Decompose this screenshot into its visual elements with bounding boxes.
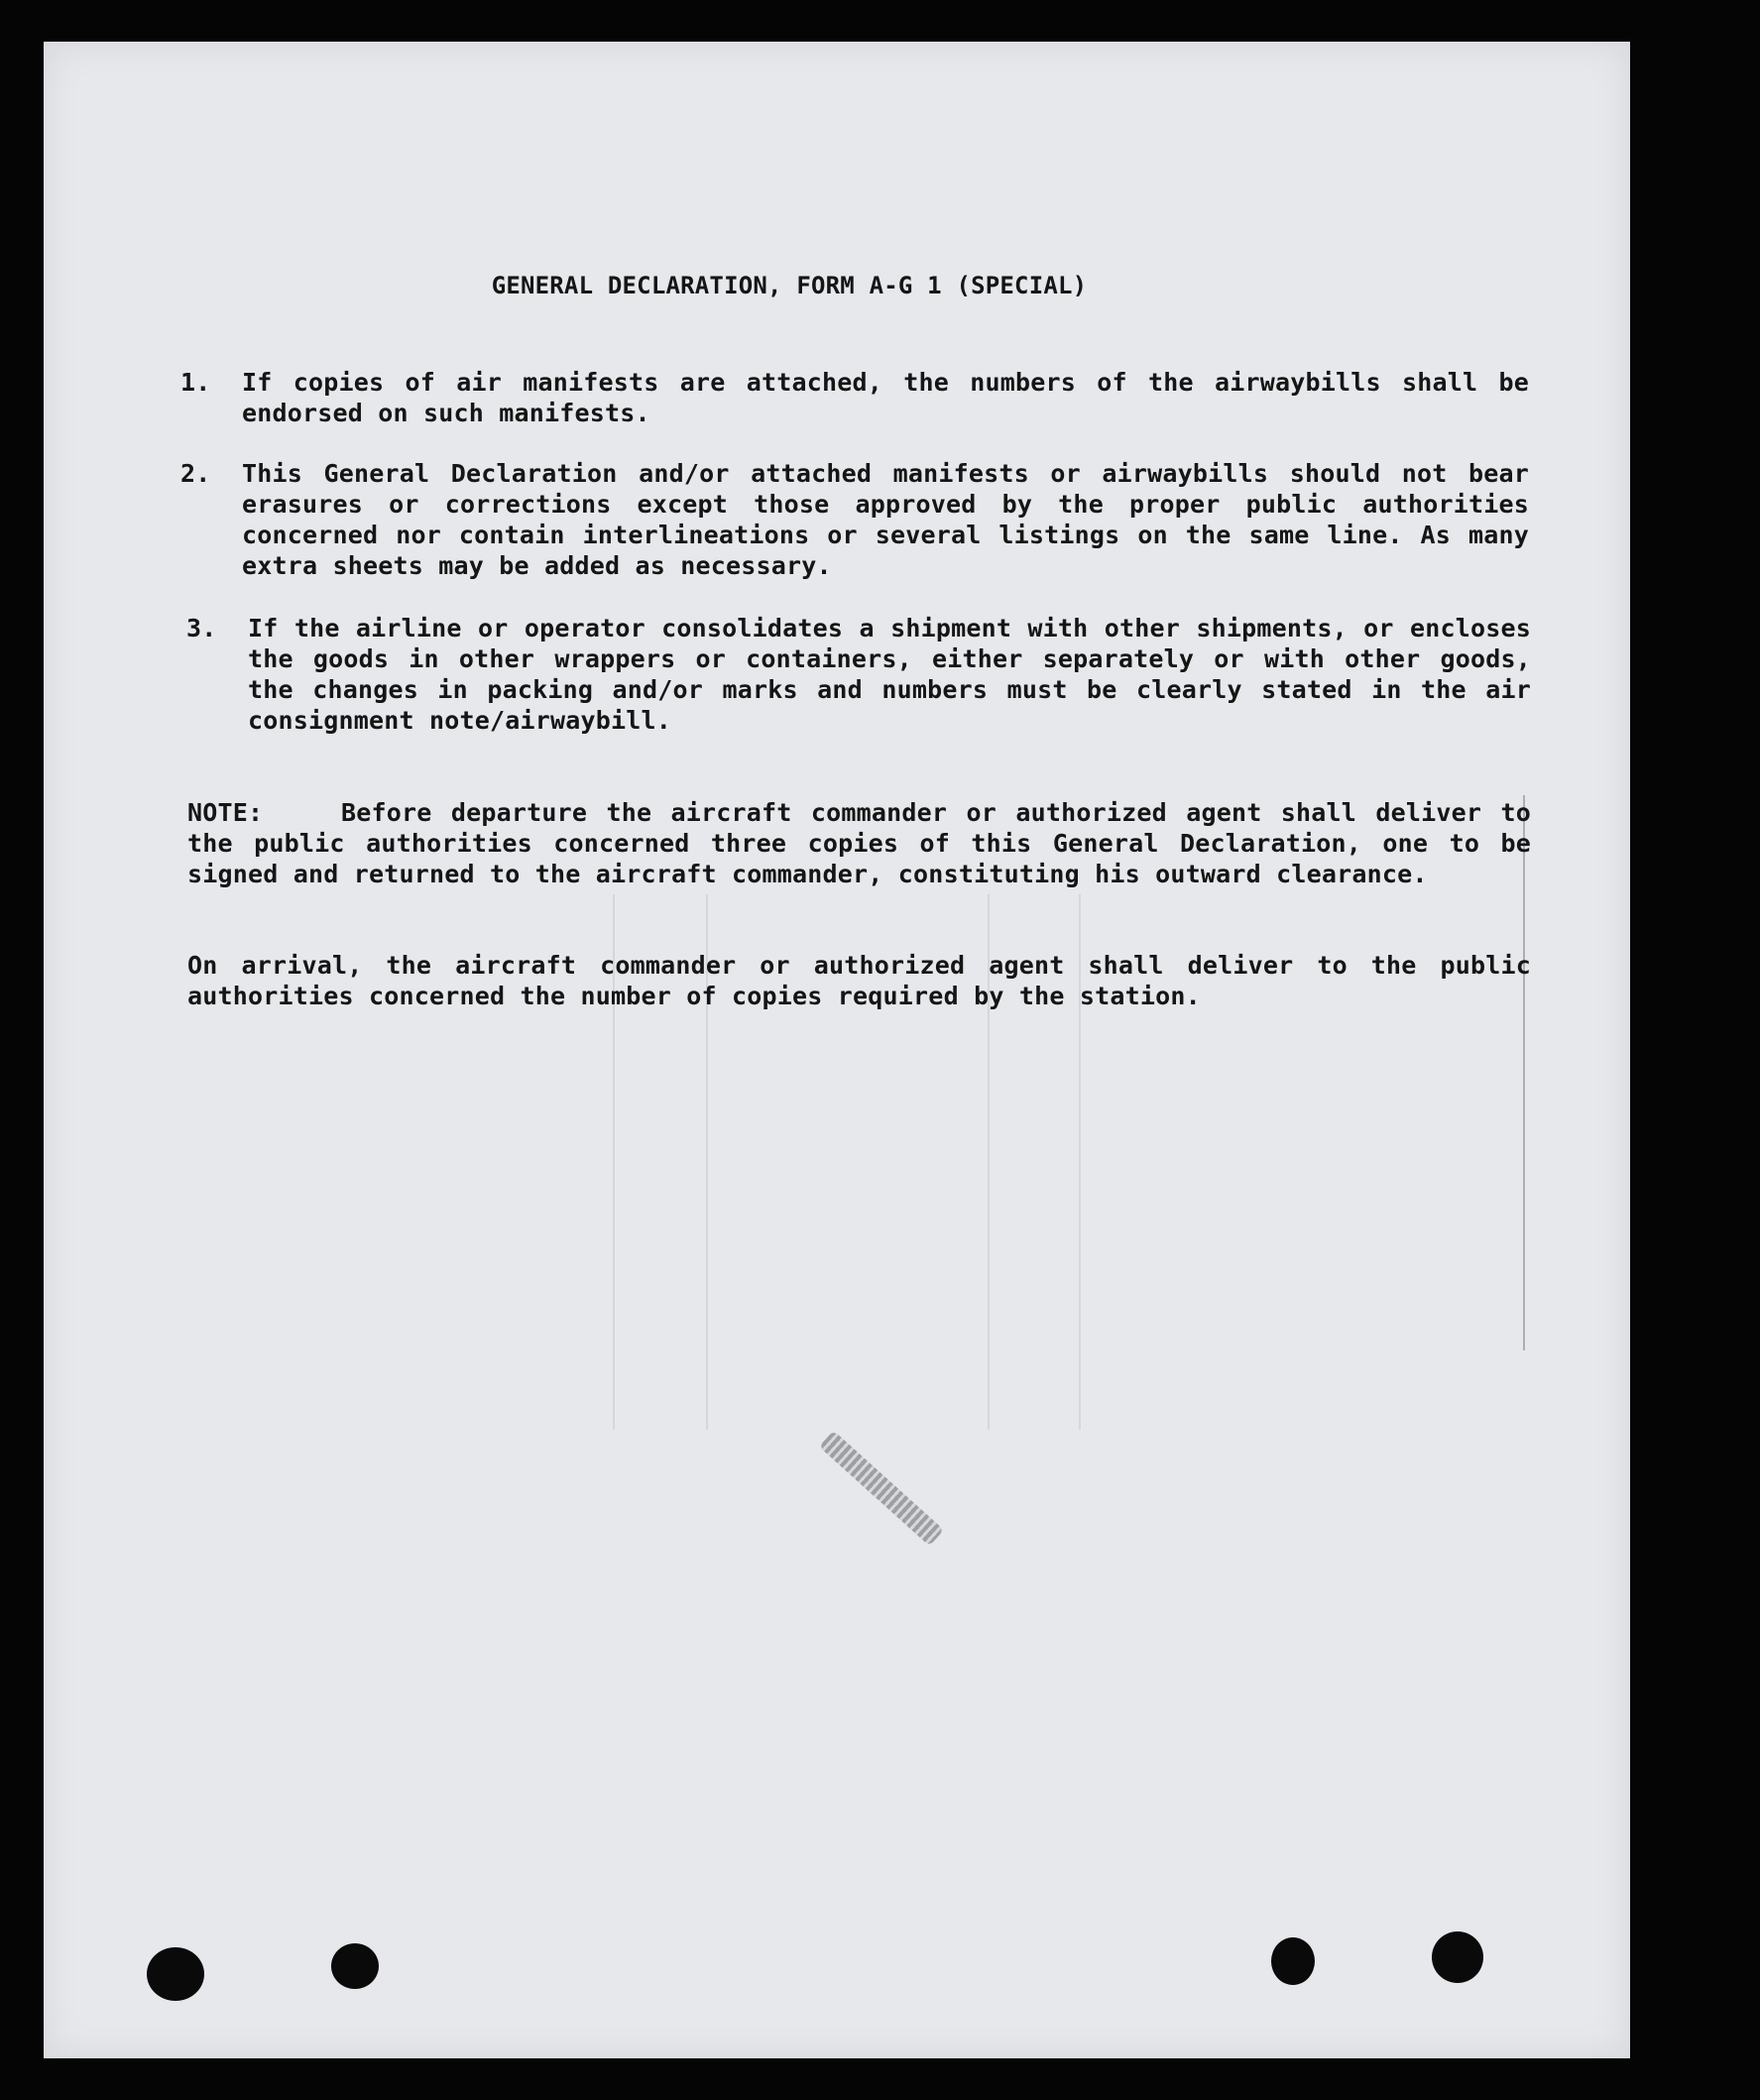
item-number: 3. xyxy=(186,614,217,642)
punch-hole-4 xyxy=(1432,1931,1483,1983)
note-label: NOTE: xyxy=(187,798,264,827)
document-title: GENERAL DECLARATION, FORM A-G 1 (SPECIAL) xyxy=(491,272,1088,299)
punch-hole-1 xyxy=(147,1947,204,2001)
punch-hole-3 xyxy=(1271,1937,1315,1985)
item-text: This General Declaration and/or attached manifests or airwaybills should not bear erasures or corrections except those approved by the proper public authorities concerned nor contain interlineations or several listings on the same line. As many extra sheets may be added as necessary. xyxy=(242,459,1529,580)
arrival-paragraph xyxy=(187,950,1531,1011)
bleed-through-lines xyxy=(44,42,1630,2058)
item-number: 1. xyxy=(180,368,211,397)
item-number: 2. xyxy=(180,459,211,488)
item-text: If the airline or operator consolidates a shipment with other shipments, or encloses the goods in other wrappers or containers, either separately or with other goods, the changes in packing and/or marks and numbers must be clearly stated in the air consignment note/airwaybill. xyxy=(248,614,1531,735)
faded-stamp-mark xyxy=(819,1431,944,1547)
note-paragraph xyxy=(187,797,1531,889)
note-text: Before departure the aircraft commander or authorized agent shall deliver to the public authorities concerned three copies of this General Declaration, one to be signed and returned to the aircraft commander, constituting his outward clearance. xyxy=(187,798,1531,888)
arrival-text: On arrival, the aircraft commander or authorized agent shall deliver to the public authorities concerned the number of copies required by the station. xyxy=(187,951,1531,1010)
item-text: If copies of air manifests are attached, the numbers of the airwaybills shall be endorsed on such manifests. xyxy=(242,368,1529,427)
punch-hole-2 xyxy=(331,1943,379,1989)
document-page xyxy=(44,42,1630,2058)
